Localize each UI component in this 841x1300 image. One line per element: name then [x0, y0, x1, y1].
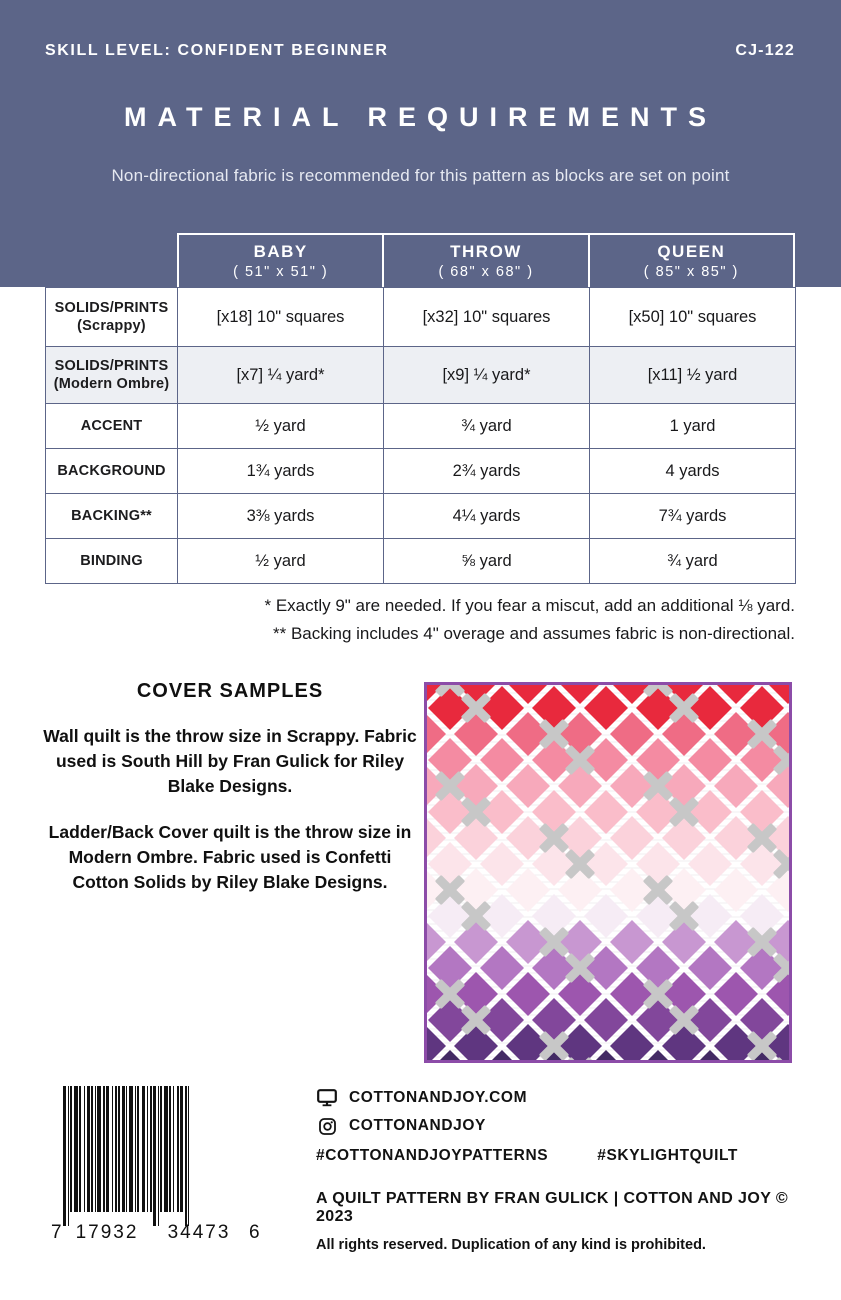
pattern-code: CJ-122 — [735, 42, 795, 59]
table-cell: ½ yard — [178, 404, 384, 449]
credit-line: A QUILT PATTERN BY FRAN GULICK | COTTON AND JOY © 2023 — [316, 1190, 789, 1225]
page-subtitle: Non-directional fabric is recommended for this pattern as blocks are set on point — [111, 166, 730, 185]
table-cell: 1¾ yards — [178, 449, 384, 494]
table-cell: [x11] ½ yard — [590, 347, 796, 404]
svg-text:6: 6 — [249, 1222, 260, 1243]
table-cell: ⅝ yard — [384, 539, 590, 584]
quilt-cover-image — [424, 682, 792, 1063]
table-cell: [x18] 10" squares — [178, 288, 384, 347]
table-cell: [x50] 10" squares — [590, 288, 796, 347]
instagram-handle[interactable]: COTTONANDJOY — [349, 1117, 486, 1134]
instagram-row[interactable] — [316, 1112, 806, 1140]
svg-text:17932: 17932 — [75, 1222, 139, 1243]
table-cell: 3⅜ yards — [178, 494, 384, 539]
size-name: QUEEN — [657, 242, 726, 261]
table-row — [46, 449, 796, 494]
page-title: MATERIAL REQUIREMENTS — [123, 102, 717, 132]
cover-samples-paragraph-1: Wall quilt is the throw size in Scrappy. Fabric used is South Hill by Fran Gulick for Riley Blake Designs. — [43, 726, 417, 796]
table-row — [46, 494, 796, 539]
size-dimensions: ( 85" x 85" ) — [643, 264, 739, 280]
website-link[interactable]: COTTONANDJOY.COM — [349, 1089, 528, 1106]
table-row — [46, 347, 796, 404]
table-cell: 4 yards — [590, 449, 796, 494]
hashtag-patterns[interactable]: #COTTONANDJOYPATTERNS — [316, 1147, 549, 1164]
table-cell: ¾ yard — [384, 404, 590, 449]
table-cell: [x7] ¼ yard* — [178, 347, 384, 404]
size-dimensions: ( 51" x 51" ) — [233, 264, 329, 280]
row-label: ACCENT — [46, 404, 178, 449]
website-row[interactable] — [316, 1084, 806, 1112]
table-row — [46, 404, 796, 449]
row-label: BACKING** — [46, 494, 178, 539]
table-row — [46, 288, 796, 347]
size-column-baby — [177, 233, 382, 287]
material-requirements-table — [45, 287, 796, 584]
hashtags-row — [316, 1147, 738, 1165]
footnote-backing: ** Backing includes 4" overage and assumes fabric is non-directional. — [273, 624, 795, 643]
cover-samples-heading: COVER SAMPLES — [136, 680, 324, 702]
skill-level-label: SKILL LEVEL: CONFIDENT BEGINNER — [45, 42, 389, 59]
size-name: BABY — [253, 242, 308, 261]
row-label: BINDING — [46, 539, 178, 584]
table-cell: [x9] ¼ yard* — [384, 347, 590, 404]
table-size-header — [177, 233, 795, 287]
table-row — [46, 539, 796, 584]
svg-text:34473: 34473 — [167, 1222, 231, 1243]
footer-links — [316, 1084, 806, 1253]
hashtag-skylightquilt[interactable]: #SKYLIGHTQUILT — [597, 1147, 738, 1164]
size-dimensions: ( 68" x 68" ) — [438, 264, 534, 280]
cover-samples-paragraph-2: Ladder/Back Cover quilt is the throw size in Modern Ombre. Fabric used is Confetti Cotton Solids by Riley Blake Designs. — [48, 822, 412, 892]
table-cell: 7¾ yards — [590, 494, 796, 539]
row-label: BACKGROUND — [46, 449, 178, 494]
rights-line: All rights reserved. Duplication of any kind is prohibited. — [316, 1237, 706, 1253]
table-cell: 2¾ yards — [384, 449, 590, 494]
instagram-icon — [316, 1118, 338, 1135]
row-label: SOLIDS/PRINTS (Modern Ombre) — [46, 347, 178, 404]
table-cell: 4¼ yards — [384, 494, 590, 539]
table-footnotes — [195, 592, 795, 648]
upc-barcode — [49, 1086, 261, 1244]
cover-samples-section — [42, 680, 418, 895]
table-cell: ¾ yard — [590, 539, 796, 584]
monitor-icon — [316, 1089, 338, 1107]
svg-text:7: 7 — [51, 1222, 62, 1243]
table-cell: ½ yard — [178, 539, 384, 584]
row-label: SOLIDS/PRINTS (Scrappy) — [46, 288, 178, 347]
size-name: THROW — [450, 242, 522, 261]
size-column-queen — [588, 233, 795, 287]
table-cell: 1 yard — [590, 404, 796, 449]
table-cell: [x32] 10" squares — [384, 288, 590, 347]
size-column-throw — [382, 233, 587, 287]
material-table-body — [46, 288, 796, 584]
footnote-miscut: * Exactly 9" are needed. If you fear a miscut, add an additional ⅛ yard. — [264, 596, 795, 615]
